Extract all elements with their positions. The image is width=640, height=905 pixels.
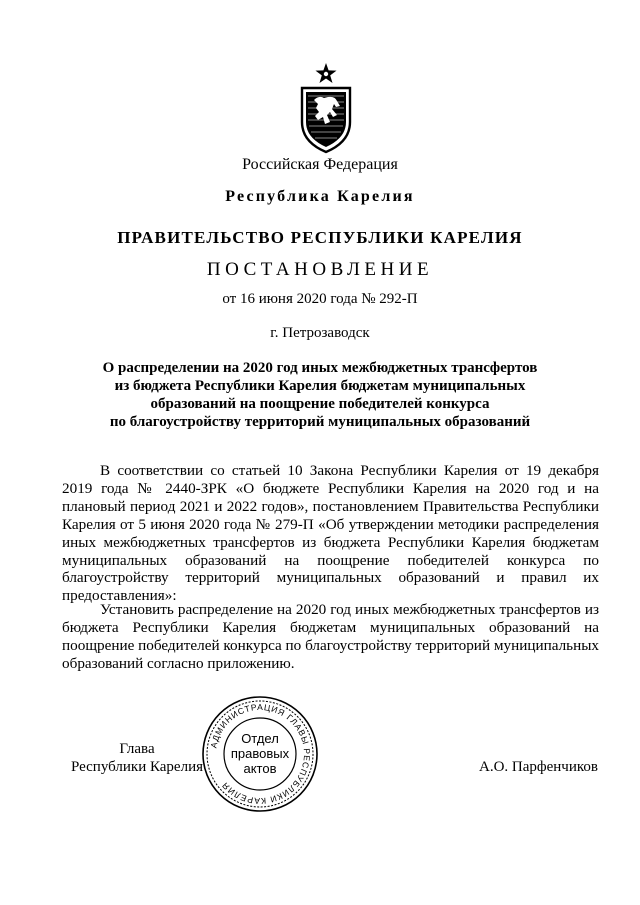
country-name: Российская Федерация — [242, 156, 398, 173]
signatory-title-line: Республики Карелия — [70, 759, 204, 775]
stamp-center-line: Отдел — [241, 731, 279, 746]
republic-name: Республика Карелия — [225, 188, 415, 205]
star-icon — [316, 63, 337, 83]
stamp-center-line: актов — [243, 761, 277, 776]
decree-dateline: от 16 июня 2020 года № 292-П — [222, 291, 418, 307]
document-type: ПОСТАНОВЛЕНИЕ — [206, 259, 434, 280]
stamp-ring-text: АДМИНИСТРАЦИЯ ГЛАВЫ РЕСПУБЛИКИ КАРЕЛИЯ — [208, 701, 313, 807]
government-name: ПРАВИТЕЛЬСТВО РЕСПУБЛИКИ КАРЕЛИЯ — [117, 228, 523, 247]
city: г. Петрозаводск — [270, 325, 370, 341]
body-paragraph-2: Установить распределение на 2020 год иных межбюджетных трансфертов из бюджета Республики Карелия бюджетам муниципальных образований на поощрение победителей конкурса по благоустройству территорий муниципальных образований согласно приложению. — [62, 601, 600, 672]
title-line: по благоустройству территорий муниципальных образований — [109, 414, 531, 430]
signatory-title — [62, 740, 212, 776]
decree-title — [100, 359, 540, 431]
signatory-name: А.О. Парфенчиков — [479, 759, 598, 775]
body-paragraph-1: В соответствии со статьей 10 Закона Республики Карелия от 19 декабря 2019 года № 2440-ЗРК «О бюджете Республики Карелия на 2020 год и на плановый период 2021 и 2022 годов», постановлением Правительства Республики Карелия от 5 июня 2020 года № 279-П «Об утверждении методики распределения иных межбюджетных трансфертов из бюджета Республики Карелия бюджетам муниципальных образований на поощрение победителей конкурса по благоустройству территорий муниципальных образований и правил их предоставления»: — [62, 462, 599, 605]
stamp-center-line: правовых — [230, 746, 290, 761]
title-line: О распределении на 2020 год иных межбюджетных трансфертов — [102, 360, 538, 376]
official-stamp — [200, 694, 320, 814]
title-line: образований на поощрение победителей конкурса — [150, 396, 490, 412]
signatory-title-line: Глава — [119, 741, 155, 757]
coat-of-arms-icon — [297, 62, 355, 154]
title-line: из бюджета Республики Карелия бюджетам муниципальных — [114, 378, 526, 394]
